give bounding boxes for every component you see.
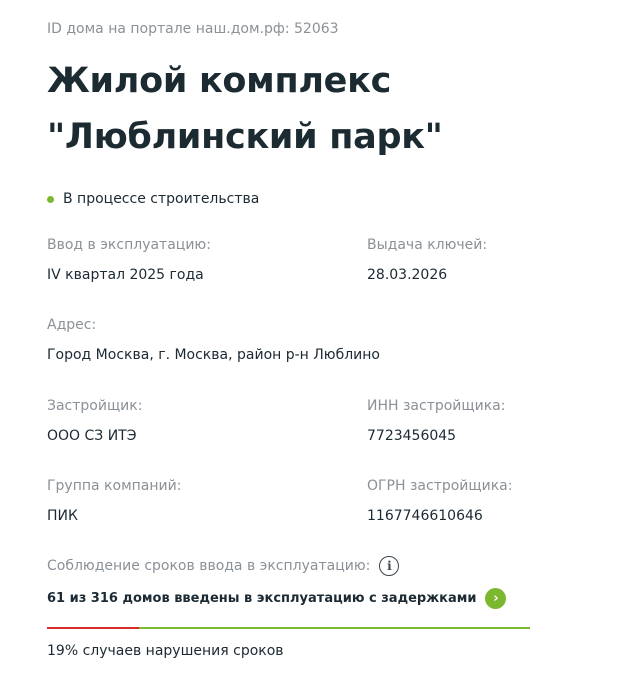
delays-link[interactable] <box>47 588 506 609</box>
chevron-right-icon[interactable]: › <box>485 588 506 609</box>
violation-progress-bar <box>47 627 530 629</box>
commissioning-value: IV квартал 2025 года <box>47 267 204 283</box>
group-label: Группа компаний: <box>47 478 182 494</box>
status-badge <box>47 191 259 207</box>
compliance-label: Соблюдение сроков ввода в эксплуатацию: <box>47 558 371 574</box>
group-value: ПИК <box>47 508 78 524</box>
inn-label: ИНН застройщика: <box>367 398 506 414</box>
violation-text: 19% случаев нарушения сроков <box>47 643 284 659</box>
developer-label: Застройщик: <box>47 398 143 414</box>
status-dot-icon <box>47 196 54 203</box>
ogrn-label: ОГРН застройщика: <box>367 478 513 494</box>
address-value: Город Москва, г. Москва, район р-н Люблино <box>47 347 380 363</box>
address-label: Адрес: <box>47 317 97 333</box>
compliance-row <box>47 556 399 576</box>
info-icon[interactable]: i <box>379 556 399 576</box>
status-text: В процессе строительства <box>63 191 260 207</box>
developer-value: ООО СЗ ИТЭ <box>47 428 137 444</box>
portal-id: ID дома на портале наш.дом.рф: 52063 <box>47 21 339 37</box>
delays-text[interactable]: 61 из 316 домов введены в эксплуатацию с задержками <box>47 591 477 606</box>
inn-value: 7723456045 <box>367 428 457 444</box>
ogrn-value: 1167746610646 <box>367 508 483 524</box>
violation-progress-fill <box>47 627 139 629</box>
page-title: Жилой комплекс "Люблинский парк" <box>47 61 443 157</box>
keys-value: 28.03.2026 <box>367 267 448 283</box>
commissioning-label: Ввод в эксплуатацию: <box>47 237 211 253</box>
keys-label: Выдача ключей: <box>367 237 488 253</box>
